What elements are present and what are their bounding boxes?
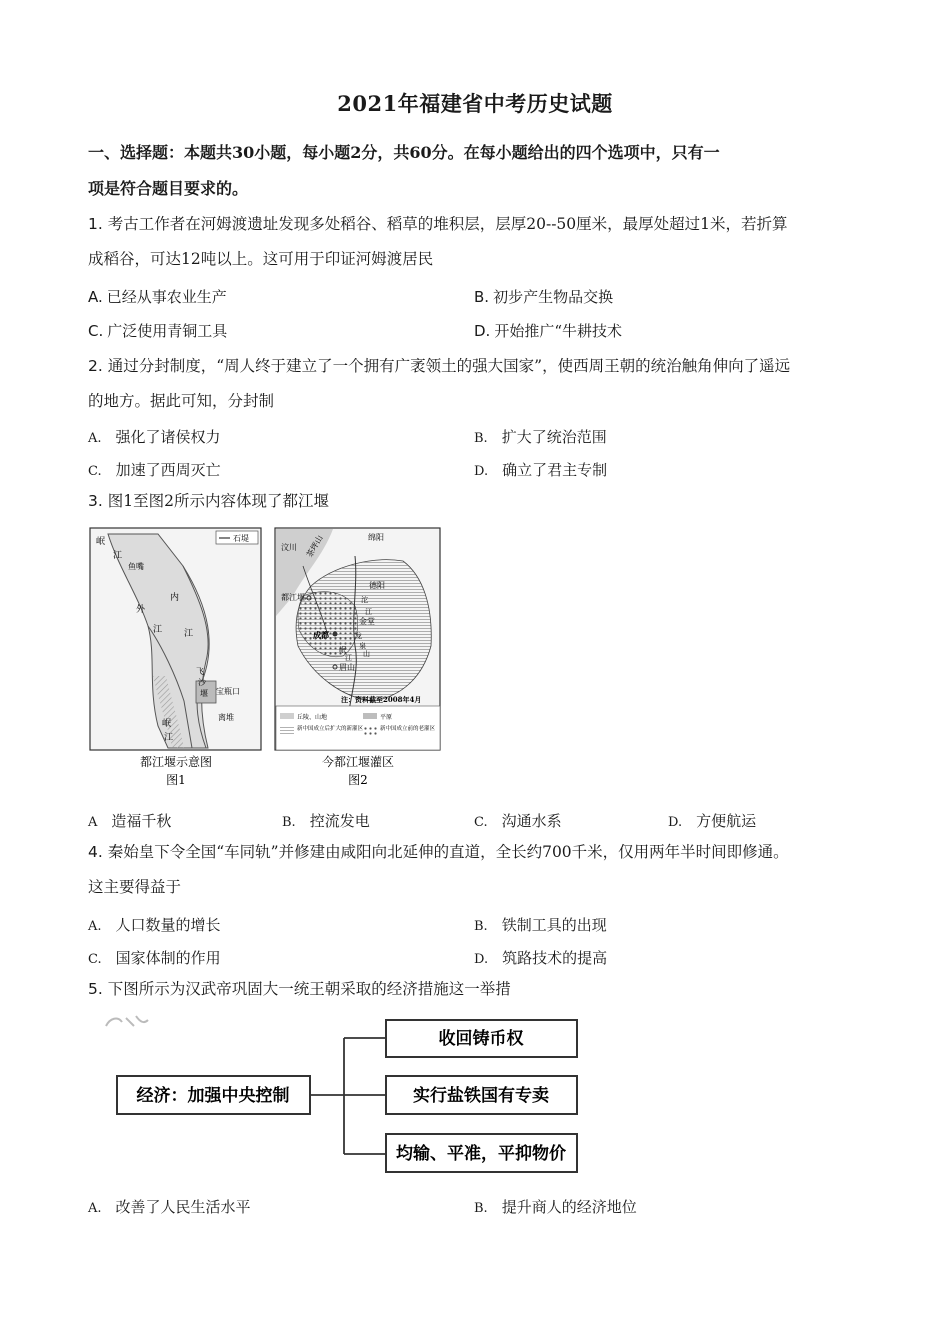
svg-text:江: 江 [153, 625, 163, 635]
svg-text:宝瓶口: 宝瓶口 [216, 687, 240, 696]
question-number: 1. [88, 215, 103, 233]
section-heading [88, 135, 868, 207]
section-heading-line-2: 项是符合题目要求的。 [88, 179, 249, 198]
svg-text:江: 江 [345, 654, 352, 662]
svg-text:岷: 岷 [96, 537, 106, 547]
question-stem-line-1: 通过分封制度，“周人终于建立了一个拥有广袤领土的强大国家”，使西周王朝的统治触角伸向了遥远 [107, 357, 791, 375]
svg-text:江: 江 [164, 733, 174, 743]
q1-option-c: C. 广泛使用青铜工具 [88, 322, 228, 340]
svg-text:堰: 堰 [200, 689, 208, 698]
question-1 [88, 207, 868, 277]
q4-option-d: D. 筑路技术的提高 [474, 949, 608, 967]
svg-text:新中国成立后扩大的新灌区: 新中国成立后扩大的新灌区 [297, 726, 364, 732]
svg-text:都江堰: 都江堰 [281, 593, 305, 602]
svg-text:江: 江 [184, 629, 194, 639]
svg-text:沙: 沙 [198, 678, 206, 687]
svg-text:眉山: 眉山 [339, 663, 355, 672]
q5-option-a: A. 改善了人民生活水平 [88, 1198, 251, 1216]
q4-option-a: A. 人口数量的增长 [88, 916, 221, 934]
fig1-caption: 都江堰示意图 [139, 755, 213, 769]
svg-text:江: 江 [365, 608, 372, 616]
question-stem-line-1: 秦始皇下令全国“车同轨”并修建由咸阳向北延伸的直道，全长约700千米，仅用两年半时间即修通。 [107, 843, 789, 861]
svg-text:外: 外 [136, 605, 146, 615]
fig2-note: 注：资料截至2008年4月 [341, 695, 422, 704]
question-stem-line-1: 考古工作者在河姆渡遗址发现多处稻谷、稻草的堆积层，层厚20--50厘米，最厚处超过1米，若折算 [107, 215, 788, 233]
q3-option-a: A 造福千秋 [88, 812, 172, 830]
q2-option-d: D. 确立了君主专制 [474, 461, 608, 479]
fig1-label: 图1 [166, 773, 186, 787]
svg-text:江: 江 [113, 551, 123, 561]
svg-text:山: 山 [363, 650, 370, 658]
q2-option-b: B. 扩大了统治范围 [474, 428, 607, 446]
question-stem-line-2: 的地方。据此可知，分封制 [88, 392, 275, 410]
question-2 [88, 349, 868, 419]
fig2-label: 图2 [348, 773, 368, 787]
question-stem-line-2: 成稻谷，可达12吨以上。这可用于印证河姆渡居民 [88, 250, 434, 268]
svg-text:岷: 岷 [162, 719, 172, 729]
question-number: 5. [88, 980, 103, 998]
svg-text:离堆: 离堆 [218, 713, 234, 722]
fig2-caption: 今都江堰灌区 [321, 755, 395, 769]
scribble-mark [106, 1016, 148, 1026]
q2-option-a: A. 强化了诸侯权力 [88, 428, 221, 446]
question-4 [88, 835, 868, 905]
question-number: 3. [88, 492, 103, 510]
svg-text:丘陵、山地: 丘陵、山地 [297, 714, 328, 721]
branch-label-1: 收回铸币权 [438, 1029, 524, 1049]
question-stem-line-1: 下图所示为汉武帝巩固大一统王朝采取的经济措施这一举措 [107, 980, 511, 998]
q4-option-c: C. 国家体制的作用 [88, 949, 221, 967]
q3-option-d: D. 方便航运 [668, 812, 757, 830]
q1-option-b: B. 初步产生物品交换 [474, 288, 614, 306]
figure-1-dujiangyan-diagram [88, 526, 263, 792]
branch-label-2: 实行盐铁国有专卖 [413, 1086, 549, 1106]
fig1-legend: 石堤 [233, 534, 249, 543]
page-title: 2021年福建省中考历史试题 [337, 91, 613, 116]
root-label: 经济：加强中央控制 [136, 1086, 290, 1106]
q3-option-b: B. 控流发电 [282, 812, 370, 830]
q1-option-a: A. 已经从事农业生产 [88, 288, 227, 306]
branch-label-3: 均输、平准，平抑物价 [396, 1144, 566, 1164]
svg-text:绵阳: 绵阳 [368, 533, 384, 542]
svg-text:岷: 岷 [339, 646, 346, 654]
figure-2-irrigation-map [273, 526, 443, 792]
svg-text:金堂: 金堂 [359, 617, 375, 626]
svg-text:新中国成立前的老灌区: 新中国成立前的老灌区 [380, 726, 436, 732]
svg-text:平原: 平原 [380, 714, 393, 721]
question-number: 4. [88, 843, 103, 861]
svg-text:沱: 沱 [361, 596, 368, 604]
q4-option-b: B. 铁制工具的出现 [474, 916, 607, 934]
question-number: 2. [88, 357, 103, 375]
section-heading-line-1: 一、选择题：本题共30小题，每小题2分，共60分。在每小题给出的四个选项中，只有一 [88, 143, 720, 162]
q5-option-b: B. 提升商人的经济地位 [474, 1198, 637, 1216]
svg-text:鱼嘴: 鱼嘴 [128, 562, 144, 571]
svg-text:茶坪山: 茶坪山 [304, 533, 325, 559]
svg-text:泉: 泉 [359, 642, 366, 650]
svg-text:飞: 飞 [196, 667, 204, 676]
q1-option-d: D. 开始推广“牛耕技术 [474, 322, 622, 340]
question-5 [88, 972, 868, 1007]
svg-text:汶川: 汶川 [281, 543, 297, 552]
question-stem-line-2: 这主要得益于 [88, 878, 182, 896]
svg-text:德阳: 德阳 [369, 581, 385, 590]
svg-text:龙: 龙 [355, 632, 362, 640]
svg-text:成都: 成都 [313, 630, 329, 640]
q3-option-c: C. 沟通水系 [474, 812, 562, 830]
q2-option-c: C. 加速了西周灭亡 [88, 461, 221, 479]
question-stem-line-1: 图1至图2所示内容体现了都江堰 [107, 492, 329, 510]
question-3 [88, 484, 868, 519]
svg-text:内: 内 [170, 593, 180, 603]
economic-measures-diagram [100, 1012, 590, 1180]
